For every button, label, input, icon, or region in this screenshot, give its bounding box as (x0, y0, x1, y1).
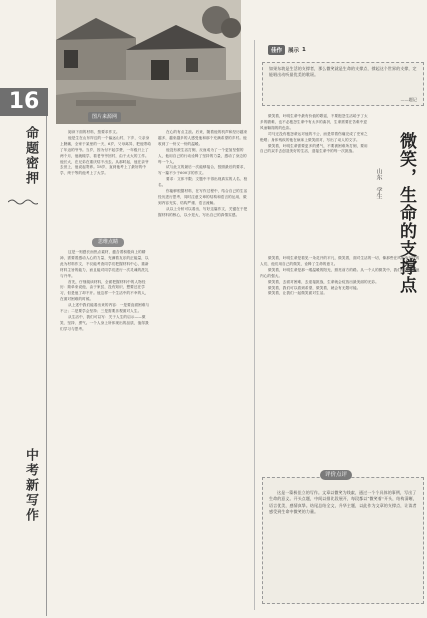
essay-author: 山东 学生 (375, 168, 382, 199)
review-text: 这是一篇极佳立的写作。文章以微笑为线索，通过一个个具体的事例，写出了生命的意义。开头点题，中间以排比段展开，每段都以“微笑着”开头，结构清晰，语言优美，感情真挚。结尾总结全文，升华主题，以此作为文章的支撑点，让读者感受到生命中微笑的力量。 (269, 490, 417, 515)
badge-number: 1 (302, 47, 306, 53)
essay-column-b (260, 256, 420, 297)
review-box (262, 477, 424, 604)
prompt-paragraph: 阅读下面的材料，按要求作文。 (68, 130, 120, 134)
analysis-paragraph: 首先，仔细阅读材料，全面把握材料中的人物经历：简单来说他，由于家贫，没有知识，想要还在学习，但是他了却不开。他这样一个生活中的不幸的人，在面对困难的时候。 (60, 279, 149, 302)
analysis-paragraph: 这是一则感长而热点素材，蕴含着积极向上的精神，需要着感动人心的力量，充满着友乐的正能量，以此为材料作文，不仅能考查同学们把握材料中心，重新材料主旨的能力，而且能对同学们进行一次灵魂的洗礼与升华。 (60, 250, 149, 278)
prompt-paragraph: 他是生在山东岸边的一个偏远山村，下乡，父亲身上膀痛，全家于某里的一天，6岁，父母离异，把他寄给了年迈的爷爷。当岁，因为付不起学费，一年级只上了两个月，他就辍学，看老爷爷回村，由于太大的工作。他长大，在兄弟在重庆结不出去。从那时起，他在亲爷去世上，他说起寄养。18岁，直到他考上了最好的中学，终于等的他考上了大学。 (60, 135, 152, 176)
middle-paragraph: 要求：文体不限；文题中不得出现真实的人名、校名。 (158, 177, 248, 188)
analysis-paragraph: 从生活中，我们可以写：关于人生的启示——微笑、坚持、勇气。一个人身上所体现出的品质，值得我们学习与思考。 (60, 314, 149, 331)
photo-label: 图片来源网 (88, 112, 121, 122)
essay-paragraph: 微笑着，叶明生命是那一缕温暖的阳光，照亮前方的路。从一个人的微笑中，我们可以看到他内心的强大。 (260, 267, 420, 278)
badge-text: 展示 (288, 48, 300, 54)
middle-paragraph: 从以上分析可以看出，写好这篇作文，关键在于把握材料的核心，以小见大，写出自己的真情实感。 (158, 206, 248, 217)
essay-paragraph: 微笑着，去面对困难，去迎接挑战，生命就会绽放出最美丽的光彩。 (268, 279, 379, 284)
analysis-paragraph: 从上述中我们能看出来的内容：一是要直面困难与不公；二是要学会坚持；三是需要乐观面对人生。 (60, 303, 150, 314)
middle-paragraph: 在心的有点主浪。后来，随着他的机声和经历越来越多，越来越多的人感受他和那个充满希望的乡村。他收到了一份又一份的温暖。 (158, 130, 248, 146)
feature-badge (268, 44, 306, 56)
page-number: 16 (0, 88, 48, 116)
column-divider (254, 40, 255, 610)
essay-paragraph: 微笑着，我们可以看到希望，微笑着，就会有无限可能。 (268, 285, 361, 290)
left-rail (0, 88, 48, 618)
essay-paragraph: 微笑着，叶明生命需要更多的勇气，不要被困难所打倒，要用自己的双手去创造美好的生活，迎接生命中的每一次挑战。 (260, 143, 368, 154)
wave-ornament (8, 198, 38, 206)
essay-paragraph: 司马迁没有抱怨命运对他的不公，而是带着伤痛完成了史家之绝唱；身体残疾的他在病床上微笑面对，写出了动人的文字。 (260, 131, 368, 142)
essay-paragraph: 微笑着，叶明生命是看见一朵花开的平凡，微笑着，面对生活的一切，像那些在风雨中坚持的人们，他们用自己的微笑，诠释了生命的意义。 (260, 256, 420, 266)
village-photo (56, 0, 241, 124)
analysis-column (60, 250, 152, 333)
section-subtitle: 中考新写作 (23, 448, 38, 523)
epigraph-sign: ——题记 (400, 97, 417, 103)
section-title: 命题密押 (23, 126, 38, 186)
review-tag: 评价点评 (320, 470, 352, 480)
rail-divider (46, 116, 47, 616)
middle-paragraph: 试与此文的最后一次能够接合，按照最后的要求，写一篇不少于600字的作文。 (158, 165, 248, 176)
essay-column-a (260, 114, 370, 155)
badge-prefix: 佳作 (268, 45, 285, 55)
middle-paragraph: 他没有被生活打倒，反而成为了一个更加坚强的人，他用自己的行动诠释了坚持的力量，感动了身边的每一个人。 (158, 147, 247, 164)
middle-paragraph: 你能够根据材料，在写作过程中，结合自己的生活经历进行思考，同时注意文章的结构和语言的运用，做到内容充实、结构严谨、语言流畅。 (158, 189, 248, 205)
essay-title: 微笑，生命的支撑点 (396, 132, 416, 294)
prompt-column (60, 130, 152, 177)
essay-paragraph: 微笑着，让我们一起微笑面对生活。 (268, 291, 328, 296)
epigraph-text: 如果东坡是生活的支撑者，那么微笑就是生命的支撑点，撑起这个世界的支撑，定能唱出动听最优美的歌谣。 (269, 66, 417, 77)
essay-paragraph: 微笑着，叶明生命中最有价值的歌谣，不要抱怨生活给予了太多的磨难，也不必抱怨生命中有太多的曲折，生命需要在苦难中逆风而翱翔的的色彩。 (260, 114, 368, 130)
analysis-tag: 思维点睛 (92, 238, 124, 247)
middle-column (158, 130, 250, 219)
epigraph-box (262, 62, 424, 106)
